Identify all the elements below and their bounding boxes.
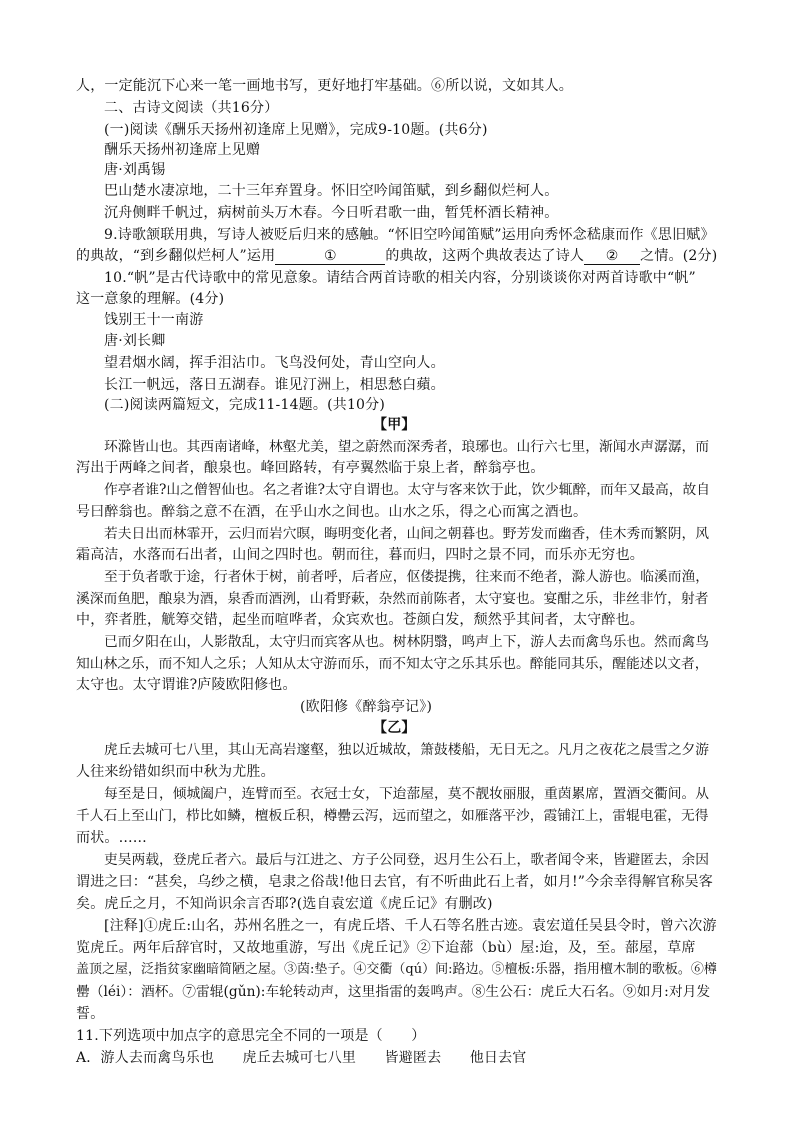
poem-line: 巴山楚水凄凉地，二十三年弃置身。怀旧空吟闻笛赋，到乡翻似烂柯人。 [104,183,559,199]
annotation-line: [注释]①虎丘:山名，苏州名胜之一，有虎丘塔、千人石等名胜古迹。袁宏道任吴县令时，曾六次游 [104,918,717,934]
answer-blank-2: ② [584,248,640,265]
passage-line: 太守也。太守谓谁?庐陵欧阳修也。 [76,677,297,693]
section-heading: 二、古诗文阅读（共16分） [104,100,279,116]
passage-line: 若夫日出而林霏开，云归而岩穴暝，晦明变化者，山间之朝暮也。野芳发而幽香，佳木秀而繁阴，风 [104,526,710,542]
passage-line: 溪深而鱼肥，酿泉为酒，泉香而酒洌，山肴野蔌，杂然而前陈者，太守宴也。宴酣之乐，非丝非竹，射者 [76,591,709,607]
question-text-part: 的典故，这两个典故表达了诗人 [385,248,585,264]
passage-line: 千人石上至山门，栉比如鳞，檀板丘积，樽罍云泻，远而望之，如雁落平沙，霞铺江上，雷辊电霍，无得 [76,808,709,824]
passage-source: (欧阳修《醉翁亭记》) [300,699,433,715]
passage-line: 每至是日，倾城阖户，连臂而至。衣冠士女，下迨蔀屋，莫不靓妆丽服，重茵累席，置酒交衢间。从 [104,786,710,802]
text-line: (一)阅读《酬乐天扬州初逢席上见赠》，完成9-10题。(共6分) [104,122,488,138]
poem-author: 唐·刘长卿 [104,333,166,349]
question-text-part: 的典故，“到乡翻似烂柯人”运用 [76,248,276,264]
passage-line: 已而夕阳在山，人影散乱，太守归而宾客从也。树林阴翳，鸣声上下，游人去而禽鸟乐也。然而禽鸟 [104,634,710,650]
poem-title: 饯别王十一南游 [104,312,204,328]
passage-line: 而状。…… [76,830,147,846]
annotation-line: 誓。 [76,1006,105,1022]
text-line: 人，一定能沉下心来一笔一画地书写，更好地打牢基础。⑥所以说，文如其人。 [76,78,573,94]
question-text: 10.“帆”是古代诗歌中的常见意象。请结合两首诗歌的相关内容，分别谈谈你对两首诗歌中“帆” [104,270,696,286]
passage-line: 环滁皆山也。其西南诸峰，林壑尤美，望之蔚然而深秀者，琅琊也。山行六七里，渐闻水声潺潺，而 [104,439,710,455]
answer-option-a: A．游人去而禽鸟乐也 虎丘去城可七八里 皆避匿去 他日去官 [76,1050,527,1066]
passage-label-yi: 【乙】 [373,720,416,736]
passage-line: 虎丘去城可七八里，其山无高岩邃壑，独以近城故，箫鼓楼船，无日无之。凡月之夜花之晨雪之夕游 [104,742,710,758]
poem-line: 沉舟侧畔千帆过，病树前头万木春。今日听君歌一曲，暂凭杯酒长精神。 [104,205,559,221]
passage-line: 矣。虎丘之月，不知尚识余言否耶?(选自袁宏道《虎丘记》有删改) [76,896,493,912]
question-text: 这一意象的理解。(4分) [76,291,225,307]
passage-line: 霜高洁，水落而石出者，山间之四时也。朝而往，暮而归，四时之景不同，而乐亦无穷也。 [76,547,644,563]
question-text: 11.下列选项中加点字的意思完全不同的一项是（ ） [76,1028,426,1044]
annotation-line: 罍（léi）：酒杯。⑦雷辊(gǔn):车轮转动声，这里指雷的轰鸣声。⑧生公石：虎丘大石名。⑨如月:对月发 [76,984,711,1000]
question-text: 9.诗歌颔联用典，写诗人被贬后归来的感触。“怀旧空吟闻笛赋”运用向秀怀念嵇康而作《思旧赋》 [104,227,715,243]
passage-line: 作亭者谁?山之僧智仙也。名之者谁?太守自谓也。太守与客来饮于此，饮少辄醉，而年又最高，故自 [104,482,710,498]
poem-line: 望君烟水阔，挥手泪沾巾。飞鸟没何处，青山空向人。 [104,355,445,371]
passage-line: 中，弈者胜，觥筹交错，起坐而喧哗者，众宾欢也。苍颜白发，颓然乎其间者，太守醉也。 [76,612,644,628]
passage-line: 知山林之乐，而不知人之乐；人知从太守游而乐，而不知太守之乐其乐也。醉能同其乐，醒能述以文者， [76,656,709,672]
annotation-line: 览虎丘。两年后辞官时，又故地重游，写出《虎丘记》②下迨蔀（bù）屋:迨，及，至。蔀屋，草席 [76,940,696,956]
question-text-part: 之情。(2分) [640,248,718,264]
passage-line: 至于负者歌于途，行者休于树，前者呼，后者应，伛偻提携，往来而不绝者，滁人游也。临溪而渔， [104,569,710,585]
poem-line: 长江一帆远，落日五湖春。谁见汀洲上，相思愁白蘋。 [104,377,445,393]
poem-title: 酬乐天扬州初逢席上见赠 [104,142,261,158]
passage-line: 人往来纷错如织而中秋为尤胜。 [76,764,275,780]
passage-label-jia: 【甲】 [373,417,416,433]
text-line: (二)阅读两篇短文，完成11-14题。(共10分) [104,397,386,413]
passage-line: 泻出于两峰之间者，酿泉也。峰回路转，有亭翼然临于泉上者，醉翁亭也。 [76,460,545,476]
passage-line: 谓进之曰：“甚矣，乌纱之横，皂隶之俗哉!他日去官，有不听曲此石上者，如月!”今余幸得解官称吴客 [76,874,713,890]
poem-author: 唐·刘禹锡 [104,162,166,178]
passage-line: 吏吴两载，登虎丘者六。最后与江进之、方子公同登，迟月生公石上，歌者闻令来，皆避匿去，余因 [104,852,710,868]
passage-line: 号曰醉翁也。醉翁之意不在酒，在乎山水之间也。山水之乐，得之心而寓之酒也。 [76,504,588,520]
annotation-line: 盖顶之屋，泛指贫家幽暗简陋之屋。③茵:垫子。④交衢（qú）间:路边。⑤檀板:乐器，指用檀木制的歌板。⑥樽 [76,962,717,977]
answer-blank-1: ① [275,248,385,265]
question-text [76,246,717,266]
